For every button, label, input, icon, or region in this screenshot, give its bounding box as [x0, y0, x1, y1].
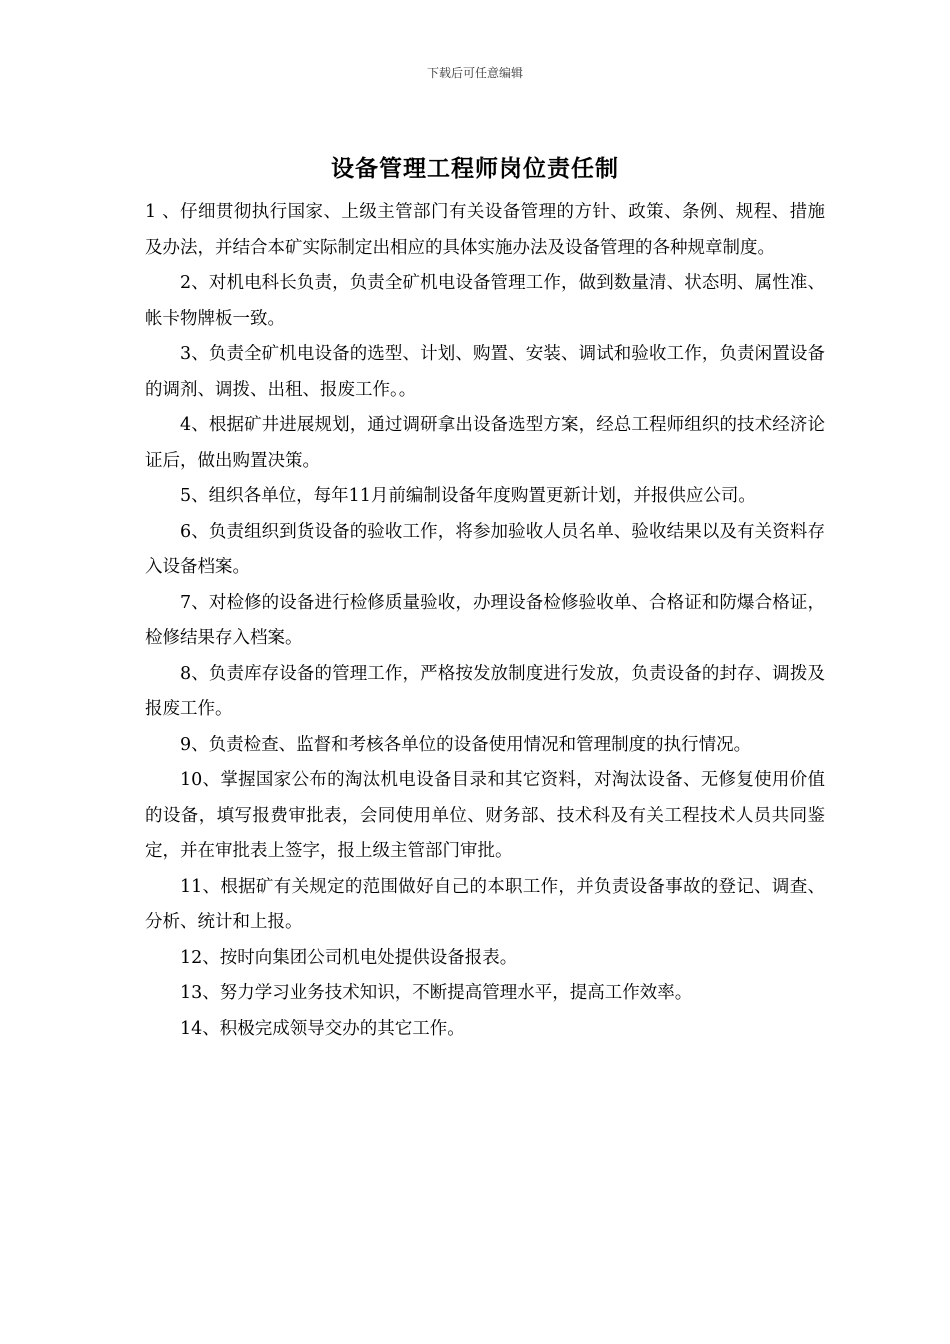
paragraph-13: 13、努力学习业务技术知识，不断提高管理水平，提高工作效率。: [180, 983, 693, 1003]
paragraph-6: 6、负责组织到货设备的验收工作，将参加验收人员名单、验收结果以及有关资料存入设备档案。: [145, 521, 825, 577]
paragraph-14: 14、积极完成领导交办的其它工作。: [180, 1018, 465, 1039]
paragraph-7: 7、对检修的设备进行检修质量验收，办理设备检修验收单、合格证和防爆合格证，检修结果存入档案。: [145, 592, 825, 648]
document-body: [145, 195, 825, 1047]
paragraph-8: 8、负责库存设备的管理工作，严格按发放制度进行发放，负责设备的封存、调拨及报废工作。: [145, 663, 825, 719]
paragraph-4: 4、根据矿井进展规划，通过调研拿出设备选型方案，经总工程师组织的技术经济论证后，做出购置决策。: [145, 415, 825, 471]
paragraph-2: 2、对机电科长负责，负责全矿机电设备管理工作，做到数量清、状态明、属性准、帐卡物牌板一致。: [145, 273, 825, 329]
paragraph-5: 5、组织各单位，每年11月前编制设备年度购置更新计划，并报供应公司。: [180, 486, 756, 506]
paragraph-1: 1 、仔细贯彻执行国家、上级主管部门有关设备管理的方针、政策、条例、规程、措施及办法，并结合本矿实际制定出相应的具体实施办法及设备管理的各种规章制度。: [145, 202, 825, 258]
page-header-note: 下载后可任意编辑: [426, 66, 523, 80]
paragraph-10: 10、掌握国家公布的淘汰机电设备目录和其它资料，对淘汰设备、无修复使用价值的设备，填写报费审批表，会同使用单位、财务部、技术科及有关工程技术人员共同鉴定，并在审批表上签字，报上级主管部门审批。: [145, 770, 825, 861]
document-title: 设备管理工程师岗位责任制: [331, 156, 619, 182]
paragraph-3: 3、负责全矿机电设备的选型、计划、购置、安装、调试和验收工作，负责闲置设备的调剂、调拨、出租、报废工作。。: [145, 344, 825, 400]
paragraph-12: 12、按时向集团公司机电处提供设备报表。: [180, 947, 518, 968]
paragraph-11: 11、根据矿有关规定的范围做好自己的本职工作，并负责设备事故的登记、调查、分析、统计和上报。: [145, 876, 825, 932]
paragraph-9: 9、负责检查、监督和考核各单位的设备使用情况和管理制度的执行情况。: [180, 734, 752, 755]
